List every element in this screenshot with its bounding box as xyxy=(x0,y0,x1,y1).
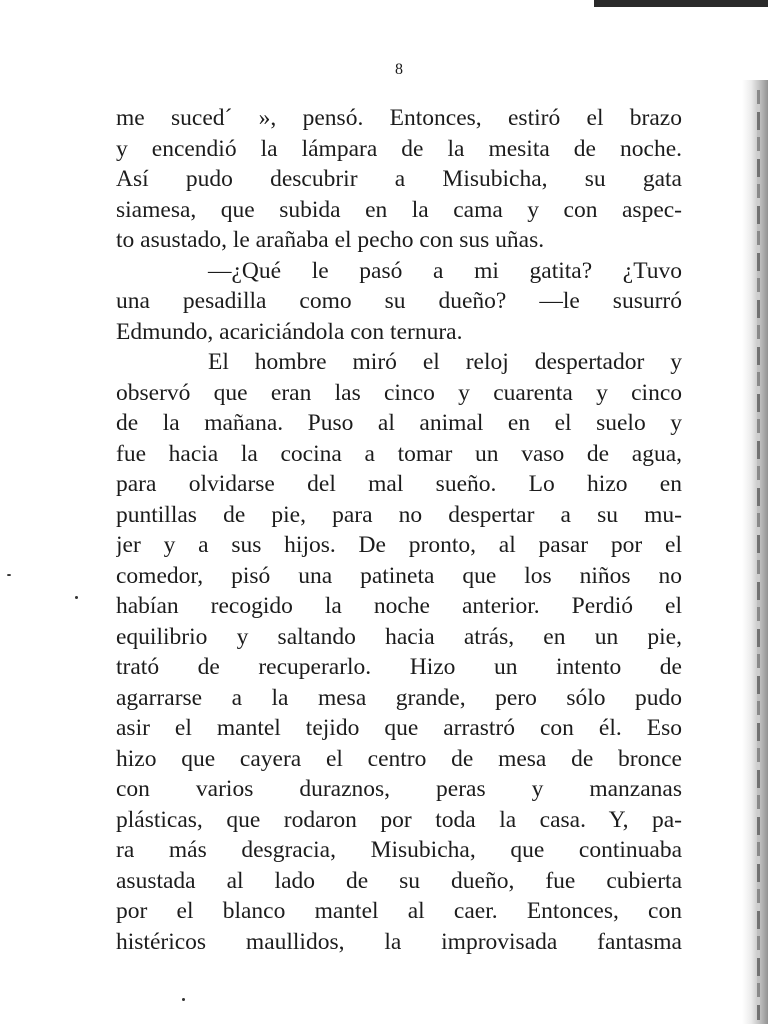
body-text xyxy=(116,103,682,957)
text-line: con varios duraznos, peras y manzanas xyxy=(116,776,682,802)
text-line: jer y a sus hijos. De pronto, al pasar por el xyxy=(116,532,682,558)
text-line: de la mañana. Puso al animal en el suelo y xyxy=(116,410,682,436)
scan-speck xyxy=(7,574,11,576)
text-line: observó que eran las cinco y cuarenta y cinco xyxy=(116,379,682,406)
text-line: por el blanco mantel al caer. Entonces, con xyxy=(116,898,682,924)
text-line: una pesadilla como su dueño? —le susurró xyxy=(116,288,682,314)
text-line: to asustado, le arañaba el pecho con sus uñas. xyxy=(116,227,545,253)
text-line: agarrarse a la mesa grande, pero sólo pudo xyxy=(116,684,682,711)
text-line: para olvidarse del mal sueño. Lo hizo en xyxy=(116,471,682,497)
text-line: ra más desgracia, Misubicha, que continuaba xyxy=(116,837,682,863)
text-line: trató de recuperarlo. Hizo un intento de xyxy=(116,654,682,680)
text-line: asir el mantel tejido que arrastró con él. Eso xyxy=(116,715,682,741)
text-line: plásticas, que rodaron por toda la casa. Y, pa- xyxy=(116,806,682,833)
page-number: 8 xyxy=(395,61,403,78)
text-line: histéricos maullidos, la improvisada fantasma xyxy=(116,928,682,955)
text-line: puntillas de pie, para no despertar a su mu- xyxy=(116,501,682,528)
text-line: —¿Qué le pasó a mi gatita? ¿Tuvo xyxy=(208,257,682,284)
text-line: asustada al lado de su dueño, fue cubierta xyxy=(116,867,682,894)
scan-speck xyxy=(75,596,78,599)
text-line: siamesa, que subida en la cama y con aspec- xyxy=(116,196,682,223)
text-line: Así pudo descubrir a Misubicha, su gata xyxy=(116,166,682,192)
text-line: equilibrio y saltando hacia atrás, en un pie, xyxy=(116,623,682,650)
text-line: me suced´ », pensó. Entonces, estiró el brazo xyxy=(116,105,682,131)
text-line: El hombre miró el reloj despertador y xyxy=(208,349,682,375)
text-line: hizo que cayera el centro de mesa de bronce xyxy=(116,745,682,772)
text-line: y encendió la lámpara de la mesita de noche. xyxy=(116,135,682,162)
scan-page-edge-line xyxy=(757,90,760,1020)
scan-speck xyxy=(182,998,185,1001)
text-line: habían recogido la noche anterior. Perdió el xyxy=(116,593,682,619)
text-line: fue hacia la cocina a tomar un vaso de agua, xyxy=(116,440,682,467)
text-line: Edmundo, acariciándola con ternura. xyxy=(116,318,463,345)
scan-top-edge xyxy=(594,0,768,7)
text-line: comedor, pisó una patineta que los niños no xyxy=(116,562,682,589)
scan-page-edge-shadow xyxy=(742,80,768,1024)
